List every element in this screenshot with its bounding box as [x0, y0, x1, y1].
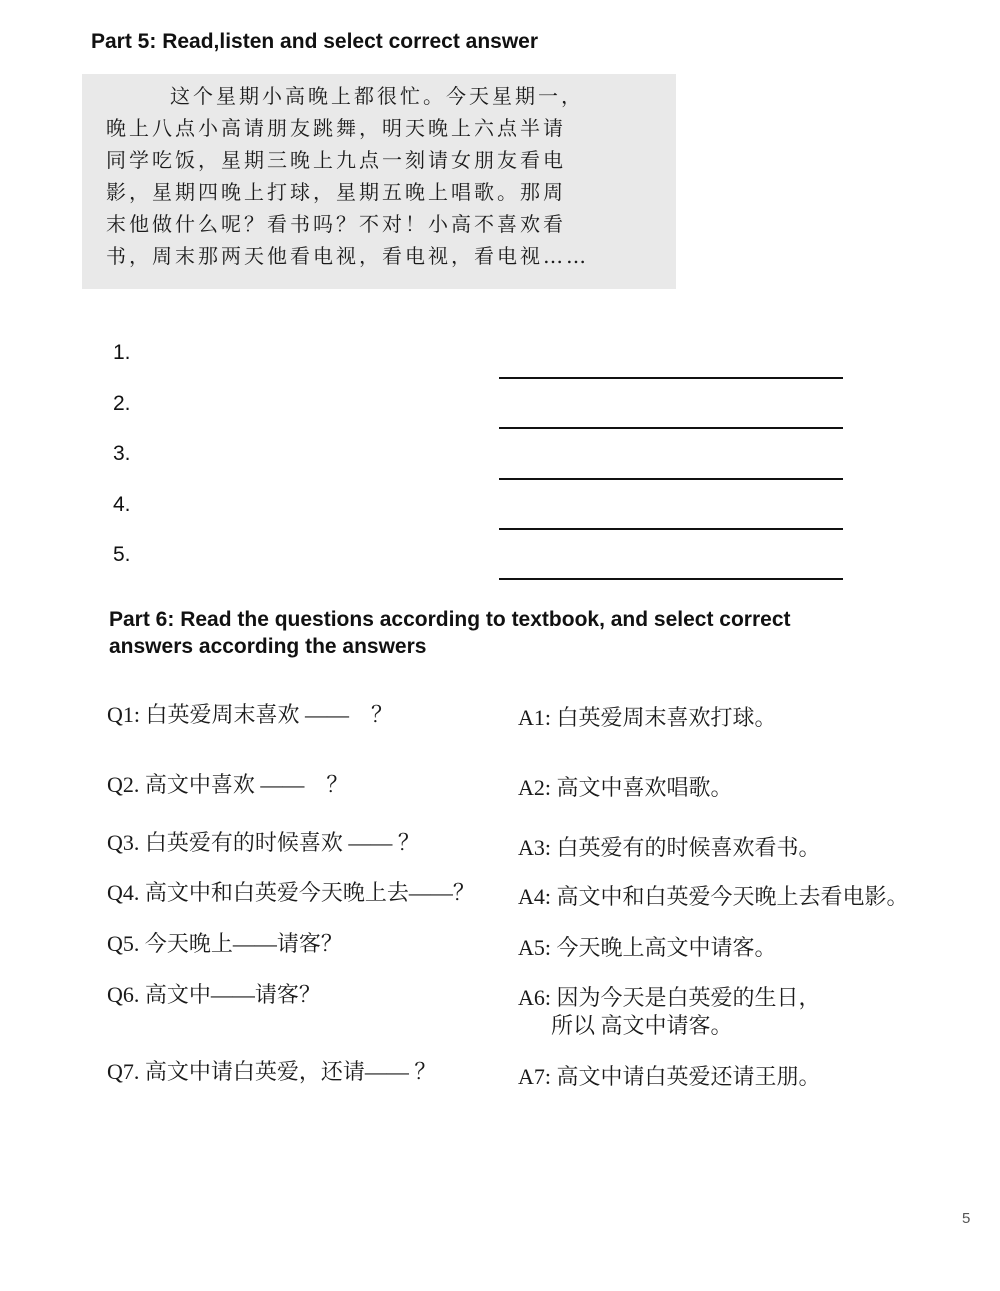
question-1: Q1: 白英爱周末喜欢 —— ？	[107, 702, 394, 727]
answer-blank-1[interactable]	[499, 377, 843, 379]
answer-blank-2[interactable]	[499, 427, 843, 429]
answer-7: A7: 高文中请白英爱还请王朋。	[518, 1064, 821, 1089]
answer-blank-3[interactable]	[499, 478, 843, 480]
question-5: Q5. 今天晚上——请客？	[107, 931, 343, 956]
answer-3: A3: 白英爱有的时候喜欢看书。	[518, 835, 821, 860]
question-4: Q4. 高文中和白英爱今天晚上去——？	[107, 880, 475, 905]
question-3: Q3. 白英爱有的时候喜欢 —— ？	[107, 830, 420, 855]
answer-blank-4[interactable]	[499, 528, 843, 530]
part6-heading-line1: Part 6: Read the questions according to textbook, and select correct	[109, 608, 791, 631]
answer-blank-5[interactable]	[499, 578, 843, 580]
page-number: 5	[962, 1210, 971, 1227]
item-number-3: 3.	[113, 442, 131, 465]
item-number-1: 1.	[113, 341, 131, 364]
item-number-2: 2.	[113, 392, 131, 415]
question-6: Q6. 高文中——请客？	[107, 982, 321, 1007]
item-number-5: 5.	[113, 543, 131, 566]
passage-line: 影，星期四晚上打球，星期五晚上唱歌。那周	[106, 180, 566, 204]
part5-heading: Part 5: Read,listen and select correct answer	[91, 30, 539, 53]
part6-heading-line2: answers according the answers	[109, 635, 427, 658]
answer-4: A4: 高文中和白英爱今天晚上去看电影。	[518, 884, 909, 909]
question-7: Q7. 高文中请白英爱，还请—— ？	[107, 1059, 437, 1084]
passage-line: 同学吃饭，星期三晚上九点一刻请女朋友看电	[106, 148, 566, 172]
item-number-4: 4.	[113, 493, 131, 516]
answer-2: A2: 高文中喜欢唱歌。	[518, 775, 733, 800]
answer-6-line1: A6: 因为今天是白英爱的生日，	[518, 985, 821, 1010]
passage-line: 这个星期小高晚上都很忙。今天星期一，	[170, 84, 584, 108]
reading-passage-image	[82, 74, 676, 289]
passage-line: 末他做什么呢？看书吗？不对！小高不喜欢看	[106, 212, 566, 236]
question-2: Q2. 高文中喜欢 —— ？	[107, 772, 349, 797]
passage-line: 晚上八点小高请朋友跳舞，明天晚上六点半请	[106, 116, 566, 140]
passage-line: 书，周末那两天他看电视，看电视，看电视……	[106, 244, 589, 268]
answer-5: A5: 今天晚上高文中请客。	[518, 935, 777, 960]
answer-1: A1: 白英爱周末喜欢打球。	[518, 705, 777, 730]
answer-6-line2: 所以 高文中请客。	[551, 1013, 733, 1038]
